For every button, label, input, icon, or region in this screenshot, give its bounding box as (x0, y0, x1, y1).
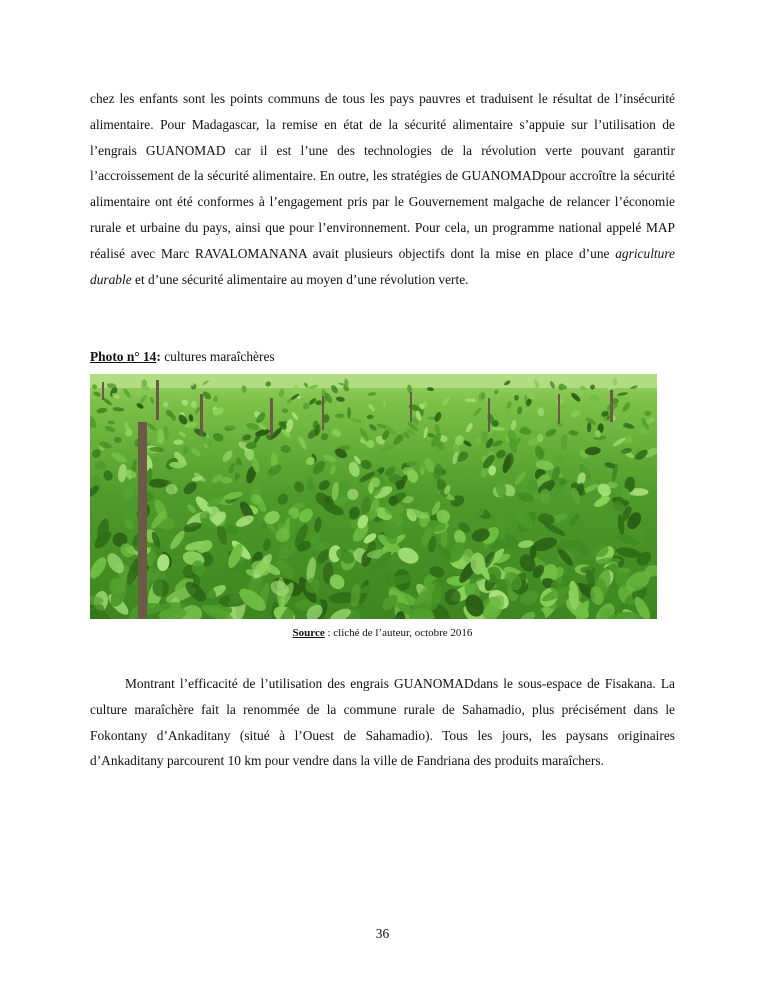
paragraph-text: chez les enfants sont les points communs de tous les pays pauvres et traduisent le résultat de l’insécurité alimentaire. Pour Madagascar, la remise en état de la sécurité alimentaire s’appuie sur l’utilisation de l’engrais GUANOMAD car il est l’une des technologies de la révolution verte pouvant garantir l’accroissement de la sécurité alimentaire. En outre, les stratégies de GUANOMADpour accroître la sécurité alimentaire ont été conformes à l’engagement pris par le Gouvernement malgache de relancer l’économie rurale et urbaine du pays, ainsi que pour l’environnement. Pour cela, un programme national appelé MAP réalisé avec Marc RAVALOMANANA avait plusieurs objectifs dont la mise en place d’une (90, 91, 675, 261)
source-label: Source (292, 627, 325, 639)
paragraph-text-end: et d’une sécurité alimentaire au moyen d’une révolution verte. (131, 271, 469, 287)
photo-title: cultures maraîchères (160, 349, 275, 364)
emphasis-agriculture-durable: agriculture durable (90, 245, 675, 287)
vegetable-field-photo (90, 374, 657, 619)
photo-label: Photo n° 14 (90, 349, 157, 364)
body-paragraph-2: Montrant l’efficacité de l’utilisation des engrais GUANOMADdans le sous-espace de Fisakana. La culture maraîchère fait la renommée de la commune rurale de Sahamadio, plus précisément dans le Fokontany d’Ankaditany (situé à l’Ouest de Sahamadio). Tous les jours, les paysans originaires d’Ankaditany parcourent 10 km pour vendre dans la ville de Fandriana des produits maraîchers. (90, 676, 675, 769)
photo-caption (90, 346, 275, 368)
source-text: : cliché de l’auteur, octobre 2016 (324, 627, 473, 639)
page-number: 36 (375, 926, 390, 941)
photo-source (0, 625, 765, 641)
vegetable-field-image (90, 374, 657, 619)
photo-label-colon: : (156, 349, 161, 364)
body-paragraph-1 (90, 86, 675, 292)
